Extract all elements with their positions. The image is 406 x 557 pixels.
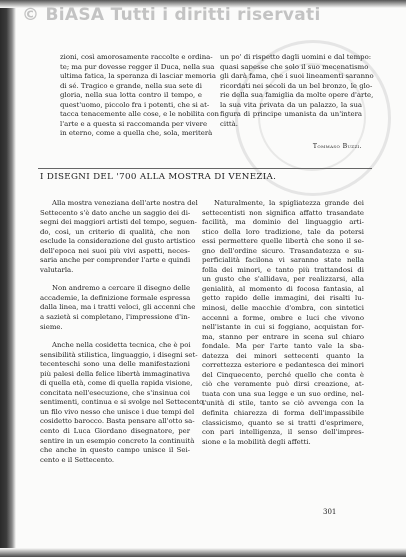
text-line: settecentisti non significa affatto trasandate — [202, 208, 364, 217]
text-line: ricordati nei secoli da un bel bronzo, le glo- — [220, 81, 373, 90]
text-line: dalla linea, ma i tratti veloci, gli accenni che — [40, 303, 196, 312]
text-line: sieme. — [40, 322, 63, 331]
text-line: sione e la mobilità degli affetti. — [202, 437, 311, 446]
section-heading: I DISEGNI DEL '700 ALLA MOSTRA DI VENEZIA. — [40, 172, 277, 182]
text-line: Anche nella cosidetta tecnica, che è poi — [52, 341, 191, 350]
text-line: che anche in questo campo unisce il Sei- — [40, 446, 190, 455]
text-line: sentire in un esempio concreto la continuità — [40, 436, 195, 445]
text-line: concitata nell'esecuzione, che s'insinua coi — [40, 388, 190, 397]
text-line: l'arte e a questa si raccomanda per vivere — [60, 119, 208, 128]
text-line: essi permettere quelle libertà che sono il se- — [202, 237, 364, 246]
text-line: te; ma pur dovesse regger il Duca, nella sua — [60, 62, 215, 71]
top-left-column — [60, 53, 219, 139]
text-line: zioni, così amorosamente raccolte e ordina- — [60, 53, 213, 61]
text-line: gno dell'ordine sicuro. Trasandatezza e su- — [202, 246, 364, 255]
bottom-right-column — [202, 199, 364, 447]
text-line: segni dei maggiori artisti del tempo, seguen- — [40, 218, 197, 227]
text-line: tecenteschi sono una delle manifestazioni — [40, 360, 190, 369]
text-line: di sé. Tragico e grande, nella sua sete di — [60, 81, 202, 90]
text-line: con pari intelligenza, il senso dell'impres- — [202, 428, 364, 437]
text-line: esclude la considerazione del gusto artistico — [40, 237, 196, 246]
text-line: del Cinquecento, perché quello che conta è — [202, 370, 364, 379]
text-line: genialità, al momento di focosa fantasia, al — [202, 284, 364, 293]
text-line: nell'istante in cui si foggiano, acquistan for- — [202, 323, 364, 332]
text-line: stico della loro tradizione, tale da potersi — [202, 227, 364, 236]
text-line: Naturalmente, la spigliatezza grande dei — [214, 199, 364, 207]
text-line: gloria, nella sua lotta contro il tempo, e — [60, 91, 202, 100]
text-line: un filo vivo nesso che unisce i due tempi del — [40, 407, 195, 416]
text-line: Non andremo a cercare il disegno delle — [52, 284, 191, 293]
paragraph-gap — [40, 275, 190, 284]
text-line: cento di Luca Giordano disegnatore, per — [40, 427, 190, 436]
text-line: cosidetto barocco. Basta pensare all'otto sa- — [40, 417, 195, 426]
text-line: Alla mostra veneziana dell'arte nostra del — [52, 199, 198, 207]
text-line: ciò che veramente può dirsi creazione, at- — [202, 380, 364, 389]
text-line: la sua vita privata da un palazzo, la sua — [220, 100, 362, 109]
text-line: ma, stanno per entrare in scena sul chiaro — [202, 332, 364, 341]
text-line: datezza dei minori settecenti quanto la — [202, 351, 364, 360]
text-line: città. — [220, 119, 238, 128]
text-line: quasi sapesse che solo il suo mecenatismo — [220, 62, 369, 71]
text-line: saria anche per comprender l'arte e quindi — [40, 256, 191, 265]
text-line: valutarla. — [40, 265, 74, 274]
text-line: accademie, la definizione formale espressa — [40, 293, 191, 302]
text-line: classicismo, quanto se si tratti d'esprimere, — [202, 418, 364, 427]
text-line: in eterno, come a quella che, sola, meriterà — [60, 129, 213, 138]
text-line: folla dei minori, e tanto più trattandosi di — [202, 265, 364, 274]
text-line: ultima fatica, la speranza di lasciar memoria — [60, 72, 216, 81]
text-line: un gusto che s'allidava, per realizzarsi, alla — [202, 275, 364, 284]
watermark: © BiASA Tutti i diritti riservati — [22, 5, 321, 25]
text-line: sensibilità stilistica, linguaggio, i disegni set- — [40, 350, 198, 359]
text-line: più palesi della felice libertà immaginativa — [40, 369, 190, 378]
text-line: a sazietà si completano, l'impressione d'in- — [40, 313, 190, 322]
text-line: un po' di rispetto dagli uomini e dal tempo: — [220, 53, 372, 61]
text-line: quest'uomo, piccolo fra i potenti, che si at- — [60, 100, 210, 109]
text-line: tuata con una sua legge e un suo ordine, nel- — [202, 389, 364, 398]
text-line: do, cosi, un criterio di qualità, che non — [40, 227, 190, 236]
page-number: 301 — [323, 508, 337, 516]
text-line: minosi, delle macchie d'ombra, con sintetici — [202, 304, 364, 313]
text-line: fondale. Ma per l'arte tanto vale la sba- — [202, 342, 364, 351]
bottom-left-column — [40, 199, 206, 465]
text-line: sentimenti, continua e si svolge nel Settecento, — [40, 398, 206, 407]
scan-edge-bottom — [0, 548, 406, 557]
text-line: cento e il Settecento. — [40, 455, 115, 464]
text-line: perficialità facilona vi saranno state nella — [202, 256, 364, 265]
text-line: getto rapido delle immagini, dei risalti lu- — [202, 294, 364, 303]
text-line: accenni a forme, ombre e luci che vivono — [202, 313, 364, 322]
text-line: Settecento s'è dato anche un saggio dei di- — [40, 208, 191, 217]
scan-edge-left — [0, 0, 16, 557]
text-line: rie della sua famiglia da molte opere d'arte, — [220, 91, 374, 100]
paragraph-gap — [40, 332, 190, 341]
top-right-column — [220, 53, 374, 129]
text-line: correttezza esteriore e pedantesca dei minori — [202, 361, 364, 370]
text-line: figura di principe umanista da un'intera — [220, 110, 362, 119]
text-line: l'unità di stile, tanto se ciò avvenga con la — [202, 399, 364, 408]
text-line: gli darà fama, che i suoi lineamenti saranno — [220, 72, 374, 81]
text-line: facilità, ma dominio del linguaggio arti- — [202, 218, 364, 227]
text-line: di quella età, come di quella rapida visione, — [40, 379, 193, 388]
text-line: dell'epoca nei suoi più vivi aspetti, neces- — [40, 246, 190, 255]
section-divider — [38, 168, 372, 169]
text-line: definita chiarezza di forma dell'impassibile — [202, 409, 364, 418]
author-signature: Tommaso Buzzi. — [312, 143, 362, 150]
text-line: tacca tenacemente alle cose, e le nobilita con — [60, 110, 219, 119]
